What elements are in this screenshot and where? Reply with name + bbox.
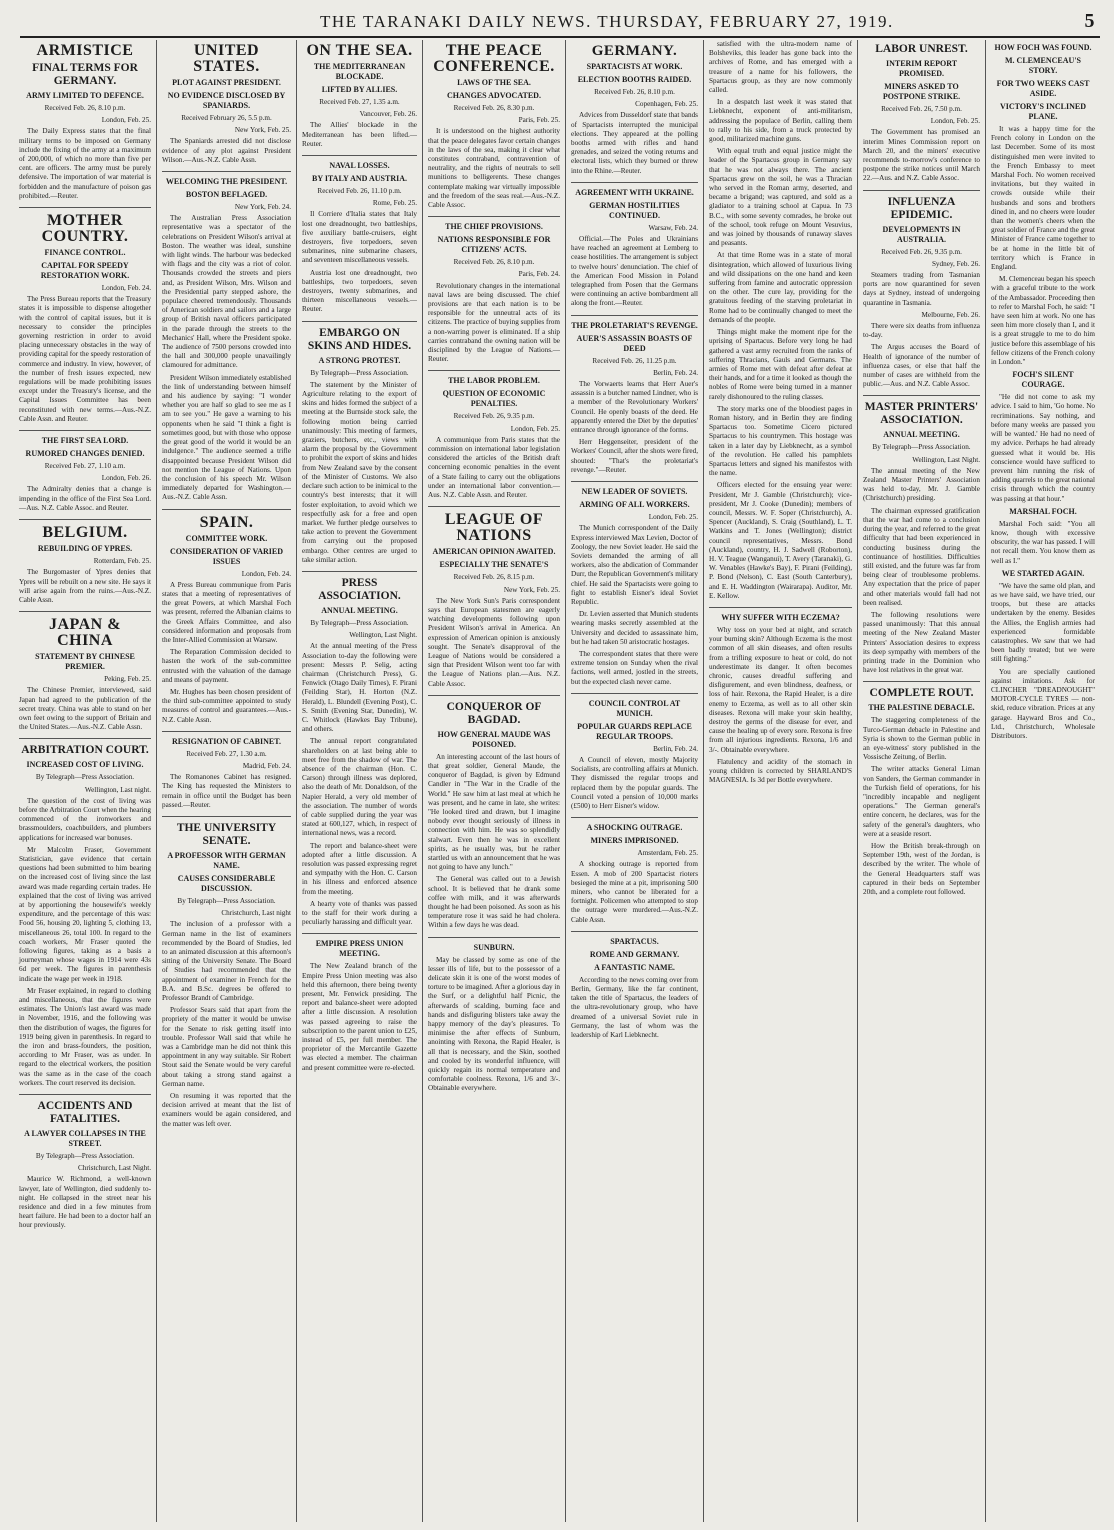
article-headline: THE UNIVERSITY SENATE.: [176, 821, 277, 847]
dateline: New York, Feb. 24.: [234, 203, 291, 212]
received-line: Received Feb. 26, 9.35 p.m.: [453, 412, 535, 421]
received-line: Received February 26, 5.5 p.m.: [181, 114, 272, 122]
column-6: [704, 40, 858, 1522]
subheading: PLOT AGAINST PRESIDENT.: [172, 78, 281, 87]
subheading: RUMORED CHANGES DENIED.: [25, 449, 145, 459]
subheading: EMPIRE PRESS UNION MEETING.: [315, 939, 404, 959]
column-8: [986, 40, 1100, 1522]
column-rule: [162, 731, 291, 732]
article-headline: ARBITRATION COURT.: [21, 744, 149, 757]
dateline: London, Feb. 26.: [101, 474, 151, 483]
subheading: REBUILDING OF YPRES.: [37, 544, 133, 554]
subheading: CONSIDERATION OF VARIED ISSUES: [169, 546, 284, 566]
column-rule: [302, 155, 417, 156]
paragraph: You are specially cautioned against imitations. Ask for CLINCHER "DREADNOUGHT" MOTOR-CYCLE TYRES — non-skid, reduce vibration. Prices at any garage. Hayward Bros and Co., Ltd., Christchurch, Wholesale Distributors.: [991, 667, 1095, 740]
paragraph: A communique from Paris states that the commission on international labor legislation considered the articles of the British draft concerning economic penalties in the event of a State failing to carry out the obligations under an international labor convention.—Aus. N.Z. Cable Assn. and Reuter.: [428, 435, 560, 500]
section-heading: LEAGUE OF NATIONS: [444, 511, 544, 545]
paragraph: President Wilson immediately established the link of understanding between himself and his audience by saying: "I wonder whether you are half so glad to see me as I am to see you." He gave a warning to his opponents when he said "I think a fight is sometimes good, but with those who oppose the great good of the world it would be an indulgence." The audience seemed a trifle disappointed because President Wilson did not mention the League of Nations. Upon the conclusion of his speech Mr. Wilson immediately departed for Washington.—Aus.-N.Z. Cable Assn.: [162, 373, 291, 502]
paragraph: A Press Bureau communique from Paris states that a meeting of representatives of the great Powers, at which Marshal Foch was present, referred the Albanian claims to the Greek Affairs Committee, and also considered information and proposals from the Inter-Allied Commission at Warsaw.: [162, 580, 291, 644]
section-heading: JAPAN & CHINA: [48, 616, 122, 650]
dateline: Warsaw, Feb. 24.: [648, 223, 698, 232]
paragraph: At the annual meeting of the Press Association to-day the following were present: Messrs P. Selig, acting chairman (Christchurch Press), G. Fenwick (Otago Daily Times), F. Pirani (Feilding Star), H. Horton (N.Z. Herald), L. Blundell (Evening Post), C. S. Smith (Evening Star, Dunedin), W. C. Whitlock (Hawkes Bay Tribune), and others.: [302, 642, 417, 734]
received-line: Received Feb. 26, 8.10 p.m.: [594, 88, 675, 96]
paragraph: The Admiralty denies that a change is impending in the office of the First Sea Lord.—Aus. N.Z. Cable Assoc. and Reuter.: [19, 485, 151, 512]
column-rule: [428, 216, 560, 217]
paragraph: The Argus accuses the Board of Health of ignorance of the number of influenza cases, or else that half the number of cases are withheld from the public.—Aus. and N.Z. Cable Assoc.: [863, 343, 980, 389]
column-5: [566, 40, 704, 1522]
column-rule: [428, 370, 560, 371]
dateline: London, Feb. 25.: [510, 424, 560, 433]
dateline: Berlin, Feb. 24.: [653, 744, 698, 753]
subheading: FOR TWO WEEKS CAST ASIDE.: [996, 79, 1090, 98]
subheading: ROME AND GERMANY.: [589, 949, 680, 959]
paragraph: An interesting account of the last hours of that great soldier, General Maude, the conqueror of Bagdad, is given by Edmund Candler in "The War in the Cradle of the World." He saw him at last meal at which he was present, and he came in late, she writes: "He looked tired and drawn, but I imagine nobody ever thought seriously of illness in connection with him. He was so splendidly stalwart. Even then he was in excellent spirits, as he usually was, but he rather startled us with an announcement that he was not going to have any lunch.": [428, 752, 560, 872]
paragraph: The staggering completeness of the Turco-German debacle in Palestine and Syria is shown to the German public in an eye-witness' story published in the Vossische Zeitung, of Berlin.: [863, 716, 980, 762]
paragraph: Revolutionary changes in the international naval laws are being discussed. The chief provisions are that each nation is to be responsible for the unneutral acts of its citizens. The practice of buying supplies from a non-warring power is eliminated. If a ship carries contraband the owning nation will be disciplined by the League of Nations.—Reuter.: [428, 281, 560, 364]
column-rule: [709, 607, 852, 608]
paragraph: The New York Sun's Paris correspondent says that European statesmen are eagerly watching developments following upon President Wilson's arrival in America. An expression of American opinion is anxiously sought. The Senate's disapproval of the League of Nations would be considered a sign that President Wilson went too far with the League of Nations plan.—Aus. N.Z. Cable Assoc.: [428, 596, 560, 688]
paragraph: The Romanones Cabinet has resigned. The King has requested the Ministers to remain in office until the Budget has been passed.—Reuter.: [162, 773, 291, 809]
received-line: Received Feb. 26, 11.10 p.m.: [317, 187, 402, 196]
column-rule: [863, 681, 980, 682]
dateline: Rome, Feb. 25.: [372, 199, 417, 208]
subheading: A FANTASTIC NAME.: [594, 962, 675, 972]
subheading: WE STARTED AGAIN.: [1001, 568, 1085, 578]
article-headline: CONQUEROR OF BAGDAD.: [446, 700, 542, 726]
subheading: FINANCE CONTROL.: [44, 248, 126, 258]
subheading: DEVELOPMENTS IN AUSTRALIA.: [882, 224, 961, 244]
subheading: THE CHIEF PROVISIONS.: [445, 222, 543, 232]
subheading: ARMY LIMITED TO DEFENCE.: [26, 91, 144, 100]
received-line: Received Feb. 27, 1.30 a.m.: [186, 749, 267, 758]
column-4: [423, 40, 566, 1522]
received-line: Received Feb. 26, 7.50 p.m.: [881, 105, 962, 113]
section-heading: MOTHER COUNTRY.: [41, 212, 129, 246]
paragraph: Herr Heggenseiter, president of the Workers' Council, after the shots were fired, shouted: "That's the proletariat's revenge."—Reuter.: [571, 438, 698, 474]
paragraph: The New Zealand branch of the Empire Press Union meeting was also held this afternoon, there being twenty present, Mr. Fenwick presiding. The report and balance-sheet were adopted after a little discussion. A resolution was passed agreeing to raise the subscription to the parent union to £25, instead of £5, per full member. The proprietor of the Mercantile Gazette was elected a member. The chairman and present committee were re-elected.: [302, 962, 417, 1072]
dateline: Madrid, Feb. 24.: [242, 761, 291, 770]
column-3: [297, 40, 423, 1522]
column-rule: [162, 171, 291, 172]
article-headline: FINAL TERMS FOR GERMANY.: [32, 62, 138, 87]
column-rule: [19, 611, 151, 612]
received-line: Received Feb. 26, 8.10 p.m.: [44, 104, 126, 112]
dateline: Wellington, Last Night.: [349, 631, 417, 640]
column-rule: [302, 933, 417, 934]
paragraph: The following resolutions were passed unanimously: That this annual meeting of the New Zealand Master Printers' Association desires to express its deep sympathy with members of the printing trade in the Dominion who have lost relatives in the great war.: [863, 610, 980, 675]
paragraph: With equal truth and equal justice might the leader of the Spartacus group in Germany say that he was not always there. The ancient Spartacus grew on the soil, he was a Thracian who served in the Roman army, deserted, and became a brigand; was captured, and sold as a gladiator to a training school at Capua. In 73 B.C., with some seventy comrades, he broke out of the school, took refuge on Mount Vesuvius, and was joined by thousands of runaway slaves and peasants.: [709, 147, 852, 248]
dateline: London, Feb. 24.: [241, 569, 291, 578]
received-line: Received Feb. 27, 1.35 a.m.: [319, 98, 400, 106]
received-line: Received Feb. 27, 1.10 a.m.: [44, 462, 126, 471]
paragraph: The Allies' blockade in the Mediterranean has been lifted.—Reuter.: [302, 121, 417, 148]
dateline: Berlin, Feb. 24.: [653, 368, 698, 377]
subheading: BY ITALY AND AUSTRIA.: [312, 174, 407, 184]
paragraph: Marshal Foch said: "You all know, though with excessive obscurity, the war has passed. I will not recall them. You know them as well as I.": [991, 519, 1095, 565]
subheading: WELCOMING THE PRESIDENT.: [165, 177, 288, 187]
column-rule: [19, 519, 151, 520]
dateline: Vancouver, Feb. 26.: [359, 110, 417, 119]
paragraph: The annual report congratulated shareholders on at last being able to meet free from the shadow of war. The absence of the chairman (Hon. C. Carson) through illness was deplored, also the death of Mr. Donaldson, of the Napier Herald, a very old member of the association. The number of words of cable supplied during the year was stated at 600,127, which, in respect of international news, was a record.: [302, 737, 417, 838]
dateline: Copenhagen, Feb. 25.: [635, 100, 698, 109]
dateline: Christchurch, Last night: [221, 909, 291, 918]
masthead: [20, 12, 1100, 38]
subheading: ANNUAL MEETING.: [321, 605, 398, 615]
subheading: QUESTION OF ECONOMIC PENALTIES.: [442, 389, 546, 409]
subheading: NAVAL LOSSES.: [329, 161, 390, 171]
column-rule: [571, 182, 698, 183]
subheading: A LAWYER COLLAPSES IN THE STREET.: [24, 1129, 146, 1149]
paragraph: The report and balance-sheet were adopted after a little discussion. A resolution was passed expressing regret and sympathy with the Hon. C. Carson in his illness and enforced absence from the meeting.: [302, 841, 417, 896]
subheading: M. CLEMENCEAU'S STORY.: [1004, 56, 1081, 75]
paragraph: It was a happy time for the French colony in London on the last December. Some of its most distinguished men were invited to the French Embassy to meet Marshal Foch. No women received invitations, but they waited in crowds outside while their husbands and sons and brothers dined in, and no cheers were louder than the women's cheers when the great soldier of France and the great Minister of France came together to be at home in the little bit of territory which is France in England.: [991, 125, 1095, 272]
section-heading: THE PEACE CONFERENCE.: [433, 42, 555, 75]
received-line: By Telegraph—Press Association.: [310, 368, 409, 377]
dateline: Paris, Feb. 25.: [518, 116, 560, 125]
paragraph: The question of the cost of living was before the Arbitration Court when the hearing commenced of the ironworkers and brassmoulders, coachbuilders, and plumbers applications for increased war bonuses.: [19, 796, 151, 842]
subheading: STATEMENT BY CHINESE PREMIER.: [35, 652, 135, 672]
subheading: MINERS ASKED TO POSTPONE STRIKE.: [882, 82, 961, 101]
masthead-title: THE TARANAKI DAILY NEWS. THURSDAY, FEBRUARY 27, 1919.: [320, 12, 894, 31]
paragraph: At that time Rome was in a state of moral disintegration, which allowed of luxurious living and wild dissipations on the one hand and keen suffering from famine and autocratic oppression on the other. The cure lay, providing for the gratuitous feeding of the starving proletariat in Rome had to be continually changed to meet the demands of the people.: [709, 251, 852, 324]
paragraph: Mr. Hughes has been chosen president of the third sub-committee appointed to study measures of control and guarantees.—Aus.-N.Z. Cable Assn.: [162, 687, 291, 724]
received-line: Received Feb. 26, 9.35 p.m.: [881, 247, 962, 256]
received-line: Received Feb. 26, 8.30 p.m.: [453, 104, 535, 112]
subheading: HOW GENERAL MAUDE WAS POISONED.: [437, 729, 551, 749]
paragraph: Mr Malcolm Fraser, Government Statistician, gave evidence that certain questions had been submitted to him bearing on the increased cost of living since the last award was made regarding certain trades. He explained that the cost of living was arrived at by apportioning the housewife's weekly expenditure, and the percentage of this was: Food 56, housing 20, lighting 5, clothing 13, miscellaneous 26, total 100. In regard to the coach workers, Mr Fraser quoted the following figures, taking as a basis a journeyman whose wages in 1914 were 43s 6d per week. The figures in parenthesis indicate the wage per week in 1918.: [19, 845, 151, 983]
subheading: BOSTON BEFLAGED.: [185, 190, 268, 200]
paragraph: Steamers trading from Tasmanian ports are now quarantined for seven days at Sydney, instead of undergoing quarantine in Tasmania.: [863, 271, 980, 307]
subheading: INTERIM REPORT PROMISED.: [885, 59, 958, 78]
paragraph: M. Clemenceau began his speech with a graceful tribute to the work of the Ambassador. Proceeding then to refer to Marshal Foch, he said: "I have seen him at work. No one has seen him more closely than I, and it is a great struggle to me to do him justice before this assemblage of his fellow citizens of the French colony in London.": [991, 275, 1095, 367]
paragraph: The Daily Express states that the final military terms to be imposed on Germany include the fixing of the army at a maximum of 200,000, of which no more than five per cent. are officers. The army must be purely defensive. The importation of war material is forbidden and the manufacture of poison gas prohibited.—Reuter.: [19, 127, 151, 200]
paragraph: Things might make the moment ripe for the uprising of Spartacus. Before very long he had gathered a vast army recruited from the ranks of suffering Thracians, Gauls and Germans. The armies of Rome met with defeat after defeat at their hands, and for a time it looked as though the nobles of Rome were being turned in a manner rarely dishonoured to the ruling classes.: [709, 328, 852, 401]
dateline: London, Feb. 25.: [930, 117, 980, 126]
dateline: New York, Feb. 25.: [503, 585, 560, 594]
column-rule: [302, 571, 417, 572]
paragraph: According to the news coming over from Berlin, Germany, like the far continent, taken the title of Spartacus, the leaders of the ultra-revolutionary group, who have dreamed of a universal Soviet rule in Germany, the last of whom was the leadership of Karl Liebknecht.: [571, 975, 698, 1040]
subheading: ESPECIALLY THE SENATE'S: [439, 560, 549, 570]
subheading: LIFTED BY ALLIES.: [321, 85, 398, 94]
subheading: THE PALESTINE DEBACLE.: [868, 703, 975, 713]
article-headline: LABOR UNREST.: [875, 43, 968, 55]
subheading: ARMING OF ALL WORKERS.: [579, 500, 690, 510]
paragraph: Maurice W. Richmond, a well-known lawyer, late of Wellington, died suddenly to-night. He collapsed in the street near his residence and died in a few minutes from heart failure. He had been to a doctor half an hour previously.: [19, 1175, 151, 1230]
dateline: Wellington, Last Night.: [912, 455, 980, 464]
paragraph: May be classed by some as one of the lesser ills of life, but to the possessor of a delicate skin it is one of the worst modes of torture to be imagined. After a glorious day in the Surf, or a delightful half Picnic, the afterwards of scalding, burning face and hands and disfiguring blisters take away the happy memory of the day's pleasures. To minimise the after effects of Sunburn, anointing with Rexona, the Rapid Healer, is all that is necessary, and the Skin, soothed and cooled by its wonderful influence, will quickly regain its normal temperature and comfortable coolness. Rexona, 1/6 and 3/-. Obtainable everywhere.: [428, 955, 560, 1093]
paragraph: On resuming it was reported that the decision arrived at meant that the list of examiners would be again considered, and the matter was left over.: [162, 1092, 291, 1128]
subheading: THE MEDITERRANEAN BLOCKADE.: [313, 62, 406, 81]
dateline: London, Feb. 25.: [648, 513, 698, 522]
paragraph: Mr Fraser explained, in regard to clothing and miscellaneous, that the figures were estimates. The Union's last award was made in November, 1916, and the following was then the distribution of wages, the figures for 1919 being given in parenthesis. In regard to the iron and brass-founders, the position, according to Mr Fraser, was as under. In regard to the electrical workers, the position was the same as in the case of the coach workers. The court reserved its decision.: [19, 986, 151, 1087]
column-rule: [19, 207, 151, 208]
subheading: RESIGNATION OF CABINET.: [172, 736, 281, 746]
subheading: AGREEMENT WITH UKRAINE.: [575, 187, 694, 197]
received-line: Received Feb. 26, 8.15 p.m.: [453, 573, 535, 582]
subheading: POPULAR GUARDS REPLACE REGULAR TROOPS.: [577, 721, 692, 741]
article-headline: INFLUENZA EPIDEMIC.: [887, 195, 956, 221]
column-rule: [19, 430, 151, 431]
subheading: VICTORY'S INCLINED PLANE.: [999, 102, 1087, 121]
paragraph: "He did not come to ask my advice. I said to him, 'Go home. No recriminations. Say nothing, and before many weeks are passed you will be wanted.' He had no need of my advice. Perhaps he had already guessed what it would be. His conscience would have sufficed to prevent him running the risk of adding quarrels to the great national crisis through which the country was passing at that hour.": [991, 393, 1095, 503]
received-line: Received Feb. 26, 8.10 p.m.: [453, 258, 535, 267]
dateline: Sydney, Feb. 26.: [931, 259, 980, 268]
paragraph: The Press Bureau reports that the Treasury states it is impossible to dispense altogether with the control of capital issues, but it is necessary to consider the principles governing restriction in order to avoid placing unnecessary obstacles in the way of providing capital for the speedy restoration of commerce and industry. In view, however, of the number of fresh issues expected, new regulations will be made prohibiting issues except under the Treasury's license, and the Capital Issues Committee has been reconstituted with new terms.—Aus.-N.Z. Cable Assn. and Reuter.: [19, 295, 151, 423]
paragraph: The annual meeting of the New Zealand Master Printers' Association was held to-day, Mr. J. Gamble (Christchurch) presiding.: [863, 466, 980, 503]
paragraph: The chairman expressed gratification that the war had come to a conclusion during the year, and referred to the great difficulty that had been experienced in conducting business during the continuance of hostilities. Difficulties still existed, and the future was far from being clear of troublesome problems. Any expectation that the price of paper and other materials would fall had not been realised.: [863, 506, 980, 607]
received-line: By Telegraph—Press Association.: [35, 773, 135, 782]
subheading: SPARTACUS.: [610, 936, 659, 946]
column-rule: [162, 816, 291, 817]
paragraph: In a despatch last week it was stated that Liebknecht, exponent of anti-militarism, addressing the populace of Berlin, calling them to rally to his side, from a truck protected by good, militarized machine guns.: [709, 98, 852, 144]
column-rule: [863, 190, 980, 191]
subheading: AUER'S ASSASSIN BOASTS OF DEED: [576, 333, 693, 353]
article-headline: MASTER PRINTERS' ASSOCIATION.: [864, 401, 979, 427]
dateline: London, Feb. 25.: [101, 116, 151, 125]
paragraph: The story marks one of the bloodiest pages in Roman history, and in Berlin they are finding Spartacus too. Sometime Cicero pictured Spartacus to his countrymen. This hostage was taken in a later day by Liebknecht, as a symbol of the revolution. He called his pamphlets Spartacus letters and signed his manifestos with the name.: [709, 404, 852, 478]
paragraph: Professor Sears said that apart from the propriety of the matter it would be unwise for the Senate to risk getting itself into trouble. Professor Wall said that while he was a Cambridge man he did not think this appointment in any way suitable. Sir Robert Stout said the Senate would be very careful about taking a strong stand against a German name.: [162, 1006, 291, 1088]
paragraph: The Government has promised an interim Mines Commission report on March 20, and the miners' executive recommends to-morrow's conference to postpone the strike notices until March 22.—Aus. and N.Z. Cable Assoc.: [863, 128, 980, 183]
column-rule: [571, 693, 698, 694]
subheading: A SHOCKING OUTRAGE.: [586, 823, 683, 833]
received-line: By Telegraph—Press Association.: [177, 896, 276, 905]
column-rule: [428, 937, 560, 938]
subheading: GERMAN HOSTILITIES CONTINUED.: [589, 200, 680, 220]
column-rule: [428, 695, 560, 696]
section-heading: SPAIN.: [199, 513, 254, 531]
subheading: COMMITTEE WORK.: [185, 533, 268, 543]
column-rule: [863, 395, 980, 396]
paragraph: The writer attacks General Liman von Sanders, the German commander in the Turkish field of operations, for his "incredibly incapable and negligent operations." The German general's entire concern, he declares, was for the safety of the general's daughters, who were at a seaside resort.: [863, 765, 980, 838]
paragraph: A shocking outrage is reported from Essen. A mob of 200 Spartacist rioters besieged the mine at a pit, imprisoning 500 miners, who cannot be liberated for a fortnight. Policemen who attempted to stop the outrage were murdered.—Aus.-N.Z. Cable Assn.: [571, 860, 698, 924]
column-rule: [571, 481, 698, 482]
subheading: CAUSES CONSIDERABLE DISCUSSION.: [177, 873, 276, 893]
paragraph: Why toss on your bed at night, and scratch your burning skin? Although Eczema is the most common of all skin diseases, and often results from a trifling exposure to heat or cold, do not underestimate its danger. It often becomes chronic, causes dreadful suffering and disfigurement, and even blindness, deafness, or loss of hair. Rexona, the Rapid Healer, is a dire enemy to Eczema, as well as to all other skin diseases. Rexona will make your skin healthy, destroy the germs of the disease for ever, and cause the healing up of every sore. Rexona is free from all injurious ingredients. Rexona, 1/6 and 3/-. Obtainable everywhere.: [709, 625, 852, 754]
subheading: A PROFESSOR WITH GERMAN NAME.: [167, 850, 286, 870]
dateline: Rotterdam, Feb. 25.: [93, 557, 151, 566]
paragraph: How the British break-through on September 19th, west of the Jordan, is described by the writer. The whole of the General Headquarters staff was captured in their beds on September 20th, and a complete rout followed.: [863, 841, 980, 896]
received-line: Received Feb. 26, 11.25 p.m.: [592, 356, 677, 365]
subheading: CHANGES ADVOCATED.: [447, 91, 541, 100]
paragraph: The correspondent states that there were extreme tension on Sunday when the rival factions, well armed, jostled in the streets, but the expected clash never came.: [571, 649, 698, 686]
subheading: NO EVIDENCE DISCLOSED BY SPANIARDS.: [167, 91, 286, 110]
article-headline: COMPLETE ROUT.: [869, 687, 974, 700]
paragraph: Advices from Dusseldorf state that bands of Spartacists interrupted the municipal elections. They appeared at the polling booths armed with rifles and hand grenades, and seized the voting returns and electoral lists, which they burned or threw into the Rhine.—Reuter.: [571, 111, 698, 175]
paragraph: Officers elected for the ensuing year were: President, Mr J. Gamble (Christchurch); vice-president, Mr J. Cooke (Dunedin); members of council, Messrs. W. F. Soper (Christchurch), A. Spencer (Auckland), S. Craig (Southland), L. T. Watkins and T. Jones (Wellington); district council representatives, Messrs. Bond (Auckland), country, H. J. Sadwell (Roborton), H. V. Teague (Wanganui), T. Avery (Taranaki), G. W. Venables (Hawke's Bay), F. Pirani (Feilding), P. Bond (Nelson), C. East (South Canterbury), and E. H. Waddington (Wairarapa). Auditor, Mr. E. Kellow.: [709, 481, 852, 600]
article-headline: PRESS ASSOCIATION.: [318, 576, 401, 602]
column-rule: [571, 817, 698, 818]
subheading: THE PROLETARIAT'S REVENGE.: [571, 320, 698, 330]
paragraph: The inclusion of a professor with a German name in the list of examiners recommended by the Board of Studies, led to an animated discussion at this afternoon's sitting of the University Senate. The Board of Studies had recommended that the appointment of examiner in French for the B.A. and B.Sc. degrees be offered to Professor Brandt of Cambridge.: [162, 920, 291, 1003]
paragraph: satisfied with the ultra-modern name of Bolsheviks, this leader has gone back into the archives of Rome, and has emerged with a treasure of a name for his followers, the Spartacus group, as they are now commonly called.: [709, 40, 852, 95]
column-rule: [162, 509, 291, 510]
dateline: Christchurch, Last Night.: [77, 1164, 151, 1173]
subheading: AMERICAN OPINION AWAITED.: [432, 547, 556, 557]
dateline: New York, Feb. 25.: [234, 126, 291, 135]
subheading: ELECTION BOOTHS RAIDED.: [577, 75, 692, 84]
paragraph: Flatulency and acidity of the stomach in young children is corrected by SHARLAND'S MAGNESIA. Is 3d per Bottle everywhere.: [709, 757, 852, 785]
paragraph: The General was called out to a Jewish school. It is believed that he drank some coffee with milk, and it was afterwards thought he had been poisoned. As soon as his temperature rose it was said he had cholera. Within a few days he was dead.: [428, 875, 560, 930]
dateline: Paris, Feb. 24.: [518, 270, 560, 279]
paragraph: The Spaniards arrested did not disclose evidence of any plot against President Wilson.—Aus.-N.Z. Cable Assn.: [162, 137, 291, 164]
dateline: Peking, Feb. 25.: [104, 675, 151, 684]
column-rule: [302, 321, 417, 322]
subheading: SUNBURN.: [473, 942, 515, 952]
paragraph: The Australian Press Association representative was a spectator of the celebrations on President Wilson's arrival at Boston. The weather was ideal, sunshine with light winds. The harbour was bedecked with flags and the city was a riot of color. Thousands crowded the streets and piers and, as President Wilson, Mrs. Wilson and the Presidential party stepped ashore, the populace cheered tremendously. Thousands of American soldiers and sailors and a large group of British naval officers participated in the parade through the streets to the Mechanics' Hall, where the President spoke. The audience of 7500 persons crowded into the hall and 300,000 people unavailingly clamoured for admittance.: [162, 214, 291, 370]
received-line: By Telegraph—Press Association.: [310, 618, 409, 627]
paragraph: The Burgomaster of Ypres denies that Ypres will be rebuilt on a new site. He says it will arise again from the ruins.—Aus.-N.Z. Cable Assn.: [19, 568, 151, 604]
section-heading: ARMISTICE: [36, 42, 134, 59]
subheading: A STRONG PROTEST.: [318, 355, 401, 365]
subheading: COUNCIL CONTROL AT MUNICH.: [588, 698, 681, 718]
section-heading: BELGIUM.: [42, 524, 128, 542]
subheading: NEW LEADER OF SOVIETS.: [581, 487, 688, 497]
paragraph: The Vorwaerts learns that Herr Auer's assassin is a butcher named Lindner, who is a member of the Revolutionary Workers' Council. He openly boasts of the deed. He apparently entered the Diet by the deputies' entrance through ignorance of the forms.: [571, 380, 698, 435]
paragraph: Austria lost one dreadnought, two battleships, two torpedoers, seven destroyers, twenty submarines, and thirteen miscellaneous vessels.—Reuter.: [302, 268, 417, 314]
received-line: By Telegraph—Press Association.: [35, 1152, 135, 1161]
subheading: HOW FOCH WAS FOUND.: [994, 43, 1092, 52]
paragraph: The Munich correspondent of the Daily Express interviewed Max Levien, Doctor of Zoology, the new Soviet leader. He said the Soviets demanded the arming of all workers, also the abdication of Commander Durr, the Republican Government's military chief. He said the Spartacists were going to fight to establish Eisner's ideal Soviet Republic.: [571, 524, 698, 606]
subheading: THE LABOR PROBLEM.: [448, 376, 540, 386]
paragraph: A hearty vote of thanks was passed to the staff for their work during a peculiarly harassing and difficult year.: [302, 899, 417, 927]
page-number: 5: [1084, 10, 1096, 32]
subheading: WHY SUFFER WITH ECZEMA?: [721, 612, 840, 622]
subheading: ANNUAL MEETING.: [883, 430, 960, 440]
subheading: MARSHAL FOCH.: [1009, 506, 1077, 516]
subheading: INCREASED COST OF LIVING.: [26, 760, 144, 770]
paragraph: Dr. Levien asserted that Munich students wearing masks secretly assembled at the University and decided to assassinate him, but he had taken 50 aristocratic hostages.: [571, 610, 698, 646]
paragraph: There were six deaths from influenza to-day.: [863, 322, 980, 340]
column-1: [14, 40, 157, 1522]
paragraph: The Reparation Commission decided to hasten the work of the sub-committee entrusted with the valuation of the damage and means of payment.: [162, 648, 291, 684]
received-line: By Telegraph—Press Association.: [872, 443, 971, 452]
subheading: FOCH'S SILENT COURAGE.: [1012, 370, 1074, 390]
column-rule: [19, 1094, 151, 1095]
dateline: Amsterdam, Feb. 25.: [637, 849, 698, 858]
dateline: London, Feb. 24.: [101, 284, 151, 293]
article-headline: EMBARGO ON SKINS AND HIDES.: [307, 326, 412, 352]
section-heading: UNITED STATES.: [193, 42, 260, 75]
paragraph: It is understood on the highest authority that the peace delegates favor certain changes in the laws of the sea, making it clear what constitutes contraband, contravention of neutrality, and the rights of neutrals to sell munitions to belligerents. These changes contemplate making war virtually impossible and the freedom of the seas real.—Aus.-N.Z. Cable Assoc.: [428, 127, 560, 210]
subheading: MINERS IMPRISONED.: [590, 836, 679, 846]
paragraph: Il Corriere d'Italia states that Italy lost one dreadnought, two battleships, five auxiliary battle-cruisers, eight destroyers, five torpedoers, seven submarines, nine submarine chasers, and seventeen miscellaneous vessels.: [302, 210, 417, 265]
subheading: SPARTACISTS AT WORK.: [586, 62, 683, 71]
paragraph: "We have the same old plan, and as we have said, we have tried, our troops, but these are attacks undertaken by the enemy. Besides the Allies, the English armies had experienced formidable catastrophes. We saw that we had been badly treated; but we were still fighting.": [991, 581, 1095, 664]
subheading: CAPITAL FOR SPEEDY RESTORATION WORK.: [40, 261, 130, 281]
column-rule: [571, 931, 698, 932]
column-7: [858, 40, 986, 1522]
paragraph: The Chinese Premier, interviewed, said Japan had agreed to the publication of the secret treaty. China was able to stand on her own feet owing to the support of Britain and the United States.—Aus.-N.Z. Cable Assn.: [19, 686, 151, 732]
column-rule: [19, 738, 151, 739]
column-2: [157, 40, 297, 1522]
subheading: NATIONS RESPONSIBLE FOR CITIZENS' ACTS.: [437, 235, 551, 255]
subheading: LAWS OF THE SEA.: [457, 78, 531, 87]
dateline: Wellington, Last night.: [84, 785, 151, 794]
paragraph: Official.—The Poles and Ukrainians have reached an agreement at Lemberg to cease hostilities. The arrangement is subject to twelve hours' denunciation. The chief of the American Food Mission in Poland telegraphed from Posen that the Germans were continuing an active bombardment all along the front.—Reuter.: [571, 235, 698, 308]
subheading: THE FIRST SEA LORD.: [41, 436, 129, 446]
column-rule: [571, 315, 698, 316]
section-heading: GERMANY.: [591, 43, 678, 59]
column-rule: [428, 506, 560, 507]
article-headline: ACCIDENTS AND FATALITIES.: [37, 1100, 133, 1126]
section-heading: ON THE SEA.: [306, 42, 413, 59]
paragraph: The statement by the Minister of Agriculture relating to the export of skins and hides formed the subject of a meeting at the Burnside stock sale, the following motion being carried unanimously: This meeting of farmers, graziers, butchers, etc., views with alarm the proposal by the Government to prohibit the export of skins and hides from New Zealand save by the consent of the Minister of Customs. We also declare such action to be inimical to the country's best interests; that it will foster exploitation, to avoid which we respectfully ask for a free and open market. We further pledge ourselves to take action to prevent the Government from carrying out the proposed embargo. Other centres are urged to take similar action.: [302, 380, 417, 564]
dateline: Melbourne, Feb. 26.: [921, 310, 980, 319]
paragraph: A Council of eleven, mostly Majority Socialists, are controlling affairs at Munich. They dismissed the regular troops and replaced them by the popular guards. The Council voted a pension of 10,000 marks (£500) to Herr Eisner's widow.: [571, 755, 698, 810]
